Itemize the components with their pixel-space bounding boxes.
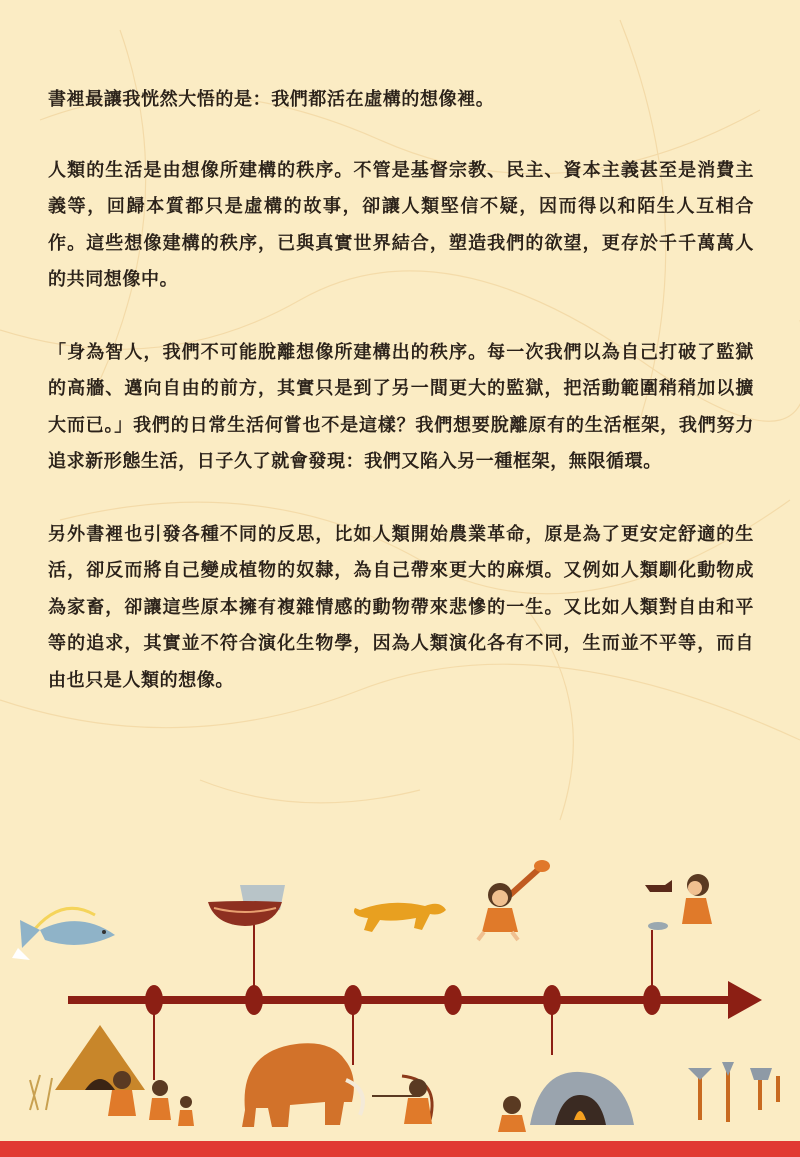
cave-painter-icon: [645, 874, 712, 930]
clay-bowl-icon: [208, 885, 285, 926]
paragraph-4: 另外書裡也引發各種不同的反思，比如人類開始農業革命，原是為了更安定舒適的生活，卻反而將自己變成植物的奴隸，為自己帶來更大的麻煩。又例如人類馴化動物成為家畜，卻讓這些原本擁有複雜情感的動物帶來悲慘的一生。又比如人類對自由和平等的追求，其實並不符合演化生物學，因為人類演化各有不同，生而並不平等，而自由也只是人類的想像。: [48, 523, 754, 691]
paragraph-2: 人類的生活是由想像所建構的秩序。不管是基督宗教、民主、資本主義甚至是消費主義等，回歸本質都只是虛構的故事，卻讓人類堅信不疑，因而得以和陌生人互相合作。這些想像建構的秩序，已與真實世界結合，塑造我們的欲望，更存於千千萬萬人的共同想像中。: [48, 159, 754, 290]
caveman-with-club-icon: [478, 860, 550, 940]
fish-icon: [12, 908, 115, 960]
paragraph-1: 書裡最讓我恍然大悟的是：我們都活在虛構的想像裡。: [48, 89, 495, 110]
article: [48, 82, 754, 735]
prehistoric-timeline-illustration: [0, 840, 800, 1157]
cave-fire-icon: [498, 1072, 634, 1132]
bottom-bar: [0, 1141, 800, 1157]
saber-tooth-cat-icon: [354, 903, 446, 932]
caveman-archer-icon: [372, 1076, 432, 1124]
stone-tools-icon: [688, 1062, 778, 1122]
mammoth-icon: [242, 1043, 363, 1127]
cave-family-icon: [108, 1071, 194, 1126]
paragraph-3: 「身為智人，我們不可能脫離想像所建構出的秩序。每一次我們以為自己打破了監獄的高牆、邁向自由的前方，其實只是到了另一間更大的監獄，把活動範圍稍稍加以擴大而已。」我們的日常生活何嘗也不是這樣？我們想要脫離原有的生活框架，我們努力追求新形態生活，日子久了就會發現：我們又陷入另一種框架，無限循環。: [48, 341, 754, 472]
